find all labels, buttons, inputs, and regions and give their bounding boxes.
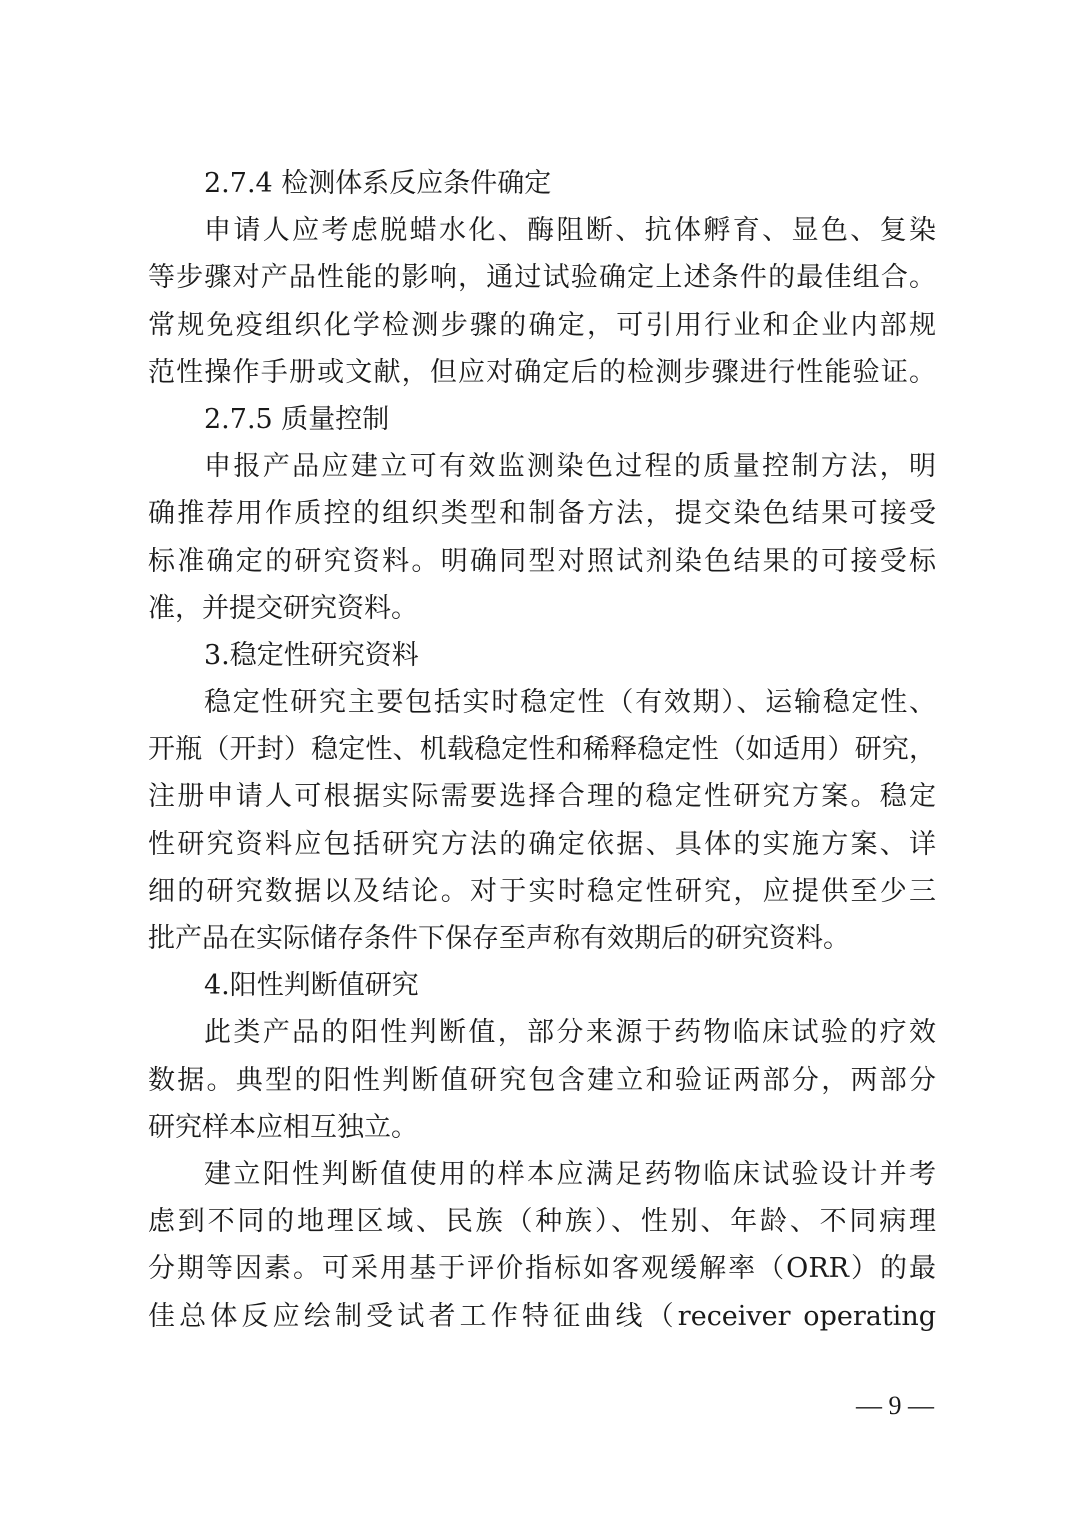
paragraph-line: 佳总体反应绘制受试者工作特征曲线（receiver operating <box>148 1300 936 1332</box>
paragraph-line: 建立阳性判断值使用的样本应满足药物临床试验设计并考 <box>204 1158 936 1190</box>
paragraph-line: 标准确定的研究资料。明确同型对照试剂染色结果的可接受标 <box>148 545 936 577</box>
section-heading-2-7-4: 2.7.4 检测体系反应条件确定 <box>204 168 552 199</box>
paragraph-line: 虑到不同的地理区域、民族（种族）、性别、年龄、不同病理 <box>148 1206 936 1238</box>
paragraph-line: 细的研究数据以及结论。对于实时稳定性研究，应提供至少三 <box>148 875 936 907</box>
paragraph-line: 申报产品应建立可有效监测染色过程的质量控制方法，明 <box>204 451 936 483</box>
paragraph-line: 等步骤对产品性能的影响，通过试验确定上述条件的最佳组合。 <box>148 262 936 294</box>
paragraph-line: 开瓶（开封）稳定性、机载稳定性和稀释稳定性（如适用）研究， <box>148 734 936 766</box>
paragraph-line: 常规免疫组织化学检测步骤的确定，可引用行业和企业内部规 <box>148 309 936 341</box>
paragraph-line: 稳定性研究主要包括实时稳定性（有效期）、运输稳定性、 <box>204 687 936 719</box>
paragraph-line: 分期等因素。可采用基于评价指标如客观缓解率（ORR）的最 <box>148 1253 936 1285</box>
section-heading-2-7-5: 2.7.5 质量控制 <box>204 403 390 435</box>
paragraph-line: 准，并提交研究资料。 <box>148 592 418 624</box>
paragraph-line: 研究样本应相互独立。 <box>148 1111 418 1143</box>
paragraph-line: 范性操作手册或文献，但应对确定后的检测步骤进行性能验证。 <box>148 356 936 388</box>
paragraph-line: 确推荐用作质控的组织类型和制备方法，提交染色结果可接受 <box>148 498 936 530</box>
document-body <box>148 160 936 1340</box>
paragraph-line: 申请人应考虑脱蜡水化、酶阻断、抗体孵育、显色、复染 <box>204 215 936 247</box>
paragraph-line: 此类产品的阳性判断值，部分来源于药物临床试验的疗效 <box>204 1017 936 1049</box>
paragraph-line: 数据。典型的阳性判断值研究包含建立和验证两部分，两部分 <box>148 1064 936 1096</box>
paragraph-line: 性研究资料应包括研究方法的确定依据、具体的实施方案、详 <box>148 828 936 860</box>
page-number: — 9 — <box>856 1391 934 1420</box>
paragraph-line: 批产品在实际储存条件下保存至声称有效期后的研究资料。 <box>148 923 850 954</box>
paragraph-line: 注册申请人可根据实际需要选择合理的稳定性研究方案。稳定 <box>148 781 936 813</box>
section-heading-4: 4.阳性判断值研究 <box>204 970 419 1002</box>
section-heading-3: 3.稳定性研究资料 <box>204 639 419 671</box>
